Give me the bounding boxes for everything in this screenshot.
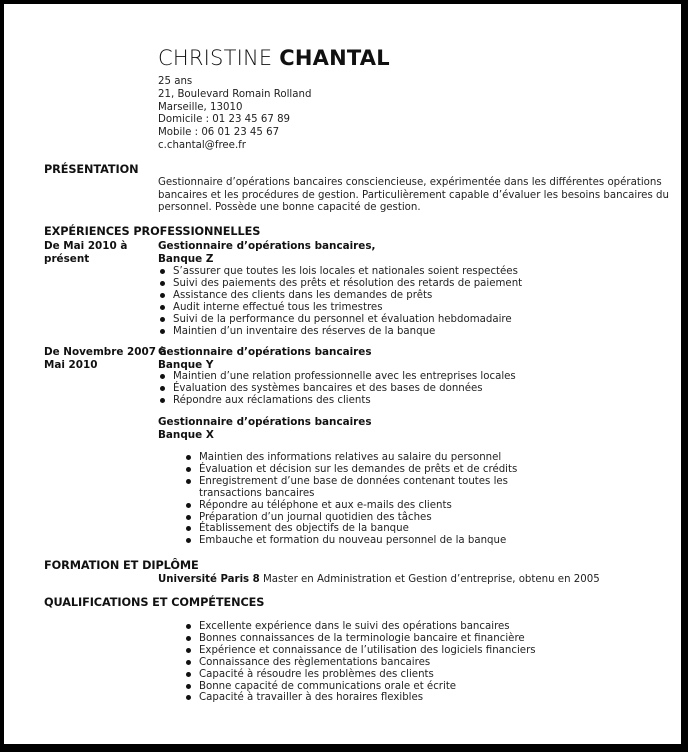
job-task-list xyxy=(158,266,522,337)
list-item: Embauche et formation du nouveau personnel de la banque xyxy=(184,535,524,547)
job-date-end: Mai 2010 xyxy=(44,358,98,371)
job-task-list xyxy=(158,371,516,407)
section-title-education: FORMATION ET DIPLÔME xyxy=(44,559,199,572)
section-title-experience: EXPÉRIENCES PROFESSIONNELLES xyxy=(44,225,261,238)
list-item: Préparation d’un journal quotidien des tâches xyxy=(184,512,524,524)
candidate-name xyxy=(158,46,390,70)
list-item: Évaluation et décision sur les demandes de prêts et de crédits xyxy=(184,464,524,476)
education-entry xyxy=(158,574,600,585)
job-date-end: présent xyxy=(44,252,90,265)
section-title-presentation: PRÉSENTATION xyxy=(44,163,139,176)
job-date-start: De Mai 2010 à xyxy=(44,240,128,252)
job-company: Banque Z xyxy=(158,252,214,265)
age: 25 ans xyxy=(158,76,193,87)
list-item: Bonne capacité de communications orale et écrite xyxy=(184,681,536,693)
job-company: Banque X xyxy=(158,428,214,441)
list-item: Assistance des clients dans les demandes de prêts xyxy=(158,290,522,302)
address-street: 21, Boulevard Romain Rolland xyxy=(158,88,312,100)
home-phone: Domicile : 01 23 45 67 89 xyxy=(158,114,291,126)
job-position: Gestionnaire d’opérations bancaires xyxy=(158,346,372,358)
list-item: Excellente expérience dans le suivi des opérations bancaires xyxy=(184,621,536,633)
list-item: Bonnes connaissances de la terminologie bancaire et financière xyxy=(184,633,536,645)
list-item: Répondre au téléphone et aux e-mails des clients xyxy=(184,500,524,512)
list-item: Évaluation des systèmes bancaires et des bases de données xyxy=(158,383,516,395)
address-city: Marseille, 13010 xyxy=(158,101,243,113)
resume-page xyxy=(4,4,681,744)
list-item: S’assurer que toutes les lois locales et nationales soient respectées xyxy=(158,266,522,278)
education-school: Université Paris 8 xyxy=(158,574,260,585)
first-name: CHRISTINE xyxy=(158,46,273,70)
job-heading xyxy=(158,240,375,265)
list-item: Expérience et connaissance de l’utilisation des logiciels financiers xyxy=(184,645,536,657)
job-date xyxy=(44,240,127,265)
list-item: Connaissance des règlementations bancaires xyxy=(184,657,536,669)
list-item: Maintien d’une relation professionnelle avec les entreprises locales xyxy=(158,371,516,383)
list-item: Établissement des objectifs de la banque xyxy=(184,523,524,535)
list-item: Suivi des paiements des prêts et résolution des retards de paiement xyxy=(158,278,522,290)
skills-list xyxy=(184,621,536,704)
job-position: Gestionnaire d’opérations bancaires xyxy=(158,416,372,428)
list-item: Suivi de la performance du personnel et évaluation hebdomadaire xyxy=(158,314,522,326)
list-item: Maintien d’un inventaire des réserves de la banque xyxy=(158,326,522,338)
education-degree: Master en Administration et Gestion d’entreprise, obtenu en 2005 xyxy=(259,574,600,585)
email: c.chantal@free.fr xyxy=(158,139,246,151)
job-position: Gestionnaire d’opérations bancaires, xyxy=(158,240,376,252)
presentation-text: Gestionnaire d’opérations bancaires consciencieuse, expérimentée dans les différentes opérations bancaires et les procédures de gestion. Particulièrement capable d’évaluer les besoins bancaires du personnel. Possède une bonne capacité de gestion. xyxy=(158,177,669,213)
list-item: Maintien des informations relatives au salaire du personnel xyxy=(184,452,524,464)
job-heading xyxy=(158,416,372,441)
mobile-phone: Mobile : 06 01 23 45 67 xyxy=(158,127,280,139)
list-item: Capacité à résoudre les problèmes des clients xyxy=(184,669,536,681)
section-title-skills: QUALIFICATIONS ET COMPÉTENCES xyxy=(44,596,265,609)
list-item: Audit interne effectué tous les trimestres xyxy=(158,302,522,314)
job-task-list xyxy=(184,452,524,547)
job-company: Banque Y xyxy=(158,358,214,371)
job-date-start: De Novembre 2007 à xyxy=(44,346,167,358)
list-item: Répondre aux réclamations des clients xyxy=(158,395,516,407)
job-date xyxy=(44,346,167,371)
job-heading xyxy=(158,346,372,371)
contact-block xyxy=(158,76,311,153)
last-name: CHANTAL xyxy=(279,46,390,70)
list-item: Enregistrement d’une base de données contenant toutes les transactions bancaires xyxy=(184,476,524,500)
list-item: Capacité à travailler à des horaires flexibles xyxy=(184,692,536,704)
